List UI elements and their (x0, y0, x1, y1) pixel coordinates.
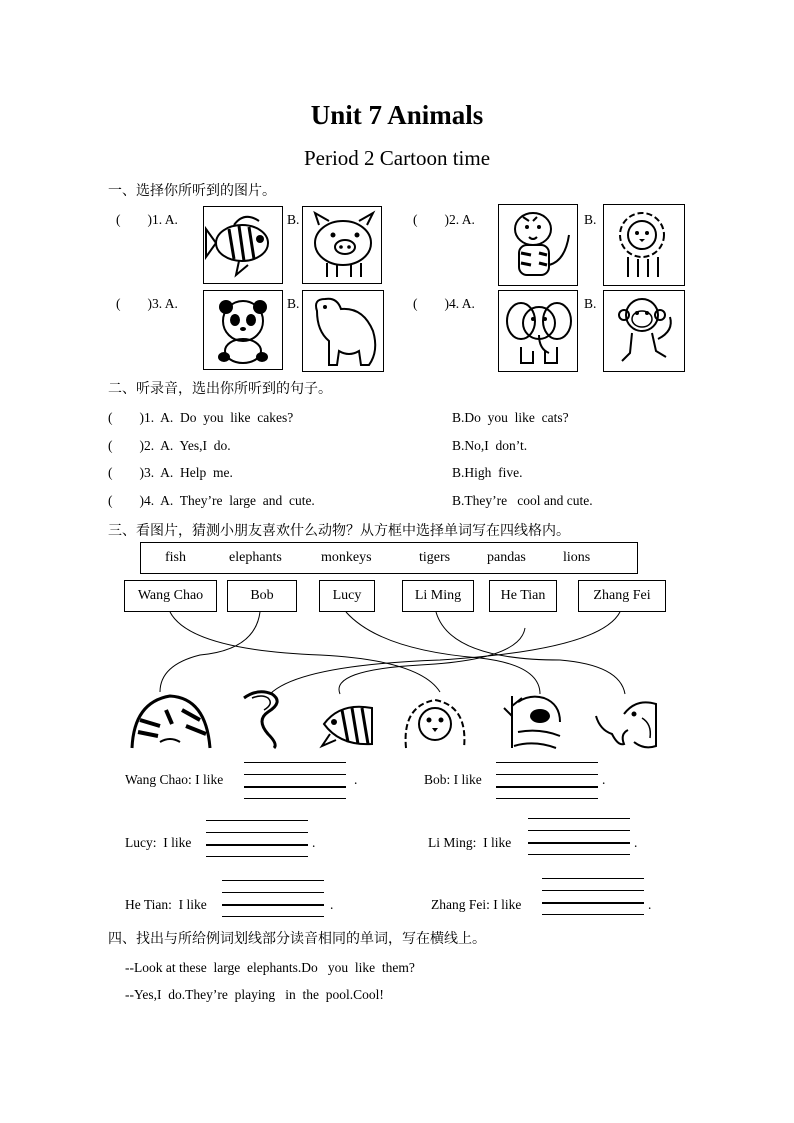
tiger-crop-icon (130, 690, 212, 750)
name-box-lucy: Lucy (319, 580, 375, 612)
section2-item3-a: ( )3. A. Help me. (108, 465, 233, 480)
name-box-wang-chao: Wang Chao (124, 580, 217, 612)
sentence-zhang-fei: Zhang Fei: I like (431, 897, 522, 912)
writing-grid-lucy[interactable] (206, 820, 308, 856)
section2-item2-b: B.No,I don’t. (452, 438, 528, 453)
section1-item1-label: ( )1. A. (116, 212, 178, 227)
sentence-li-ming: Li Ming: I like (428, 835, 512, 850)
sentence-he-tian: He Tian: I like (125, 897, 207, 912)
section2-item3-b: B.High five. (452, 465, 523, 480)
section2-item1-a: ( )1. A. Do you like cakes? (108, 410, 294, 425)
section2-heading: 二、听录音，选出你所听到的句子。 (108, 381, 332, 397)
period-he-tian: . (330, 897, 334, 912)
section4-line1: --Look at these large elephants.Do you like them? (125, 960, 415, 975)
section1-item2-b: B. (584, 212, 597, 227)
period-li-ming: . (634, 835, 638, 850)
word-pandas: pandas (487, 550, 526, 565)
sentence-bob: Bob: I like (424, 772, 482, 787)
sentence-lucy: Lucy: I like (125, 835, 192, 850)
name-box-bob: Bob (227, 580, 297, 612)
monkey-tail-icon (238, 688, 290, 750)
period-zhang-fei: . (648, 897, 652, 912)
name-box-he-tian: He Tian (489, 580, 557, 612)
word-monkeys: monkeys (321, 550, 372, 565)
section1-heading: 一、选择你所听到的图片。 (108, 183, 276, 199)
section1-item3-b: B. (287, 296, 300, 311)
section1-item3-label: ( )3. A. (116, 296, 178, 311)
period-bob: . (602, 772, 606, 787)
section2-item4-b: B.They’re cool and cute. (452, 493, 593, 508)
writing-grid-wang-chao[interactable] (244, 762, 346, 798)
period-lucy: . (312, 835, 316, 850)
word-fish: fish (165, 550, 186, 565)
elephant-crop-icon (594, 694, 658, 750)
section1-item4-label: ( )4. A. (413, 296, 475, 311)
name-box-zhang-fei: Zhang Fei (578, 580, 666, 612)
writing-grid-he-tian[interactable] (222, 880, 324, 916)
page-subtitle: Period 2 Cartoon time (303, 146, 491, 170)
name-box-li-ming: Li Ming (402, 580, 474, 612)
section1-item2-label: ( )2. A. (413, 212, 475, 227)
period-wang-chao: . (354, 772, 358, 787)
section4-line2: --Yes,I do.They’re playing in the pool.Cool! (125, 987, 384, 1002)
lion-crop-icon (402, 694, 468, 750)
panda-bamboo-icon (504, 692, 562, 750)
word-lions: lions (563, 550, 591, 565)
section2-item1-b: B.Do you like cats? (452, 410, 569, 425)
section4-heading: 四、找出与所给例词划线部分读音相同的单词，写在横线上。 (108, 931, 486, 947)
section2-item2-a: ( )2. A. Yes,I do. (108, 438, 231, 453)
sentence-wang-chao: Wang Chao: I like (125, 772, 224, 787)
section2-item4-a: ( )4. A. They’re large and cute. (108, 493, 315, 508)
word-tigers: tigers (419, 550, 451, 565)
word-elephants: elephants (229, 550, 282, 565)
page-title: Unit 7 Animals (310, 100, 484, 130)
section1-item1-b: B. (287, 212, 300, 227)
fish-crop-icon (320, 694, 376, 750)
writing-grid-zhang-fei[interactable] (542, 878, 644, 914)
section3-heading: 三、看图片，猜测小朋友喜欢什么动物？从方框中选择单词写在四线格内。 (108, 523, 570, 539)
section1-item4-b: B. (584, 296, 597, 311)
writing-grid-li-ming[interactable] (528, 818, 630, 854)
writing-grid-bob[interactable] (496, 762, 598, 798)
